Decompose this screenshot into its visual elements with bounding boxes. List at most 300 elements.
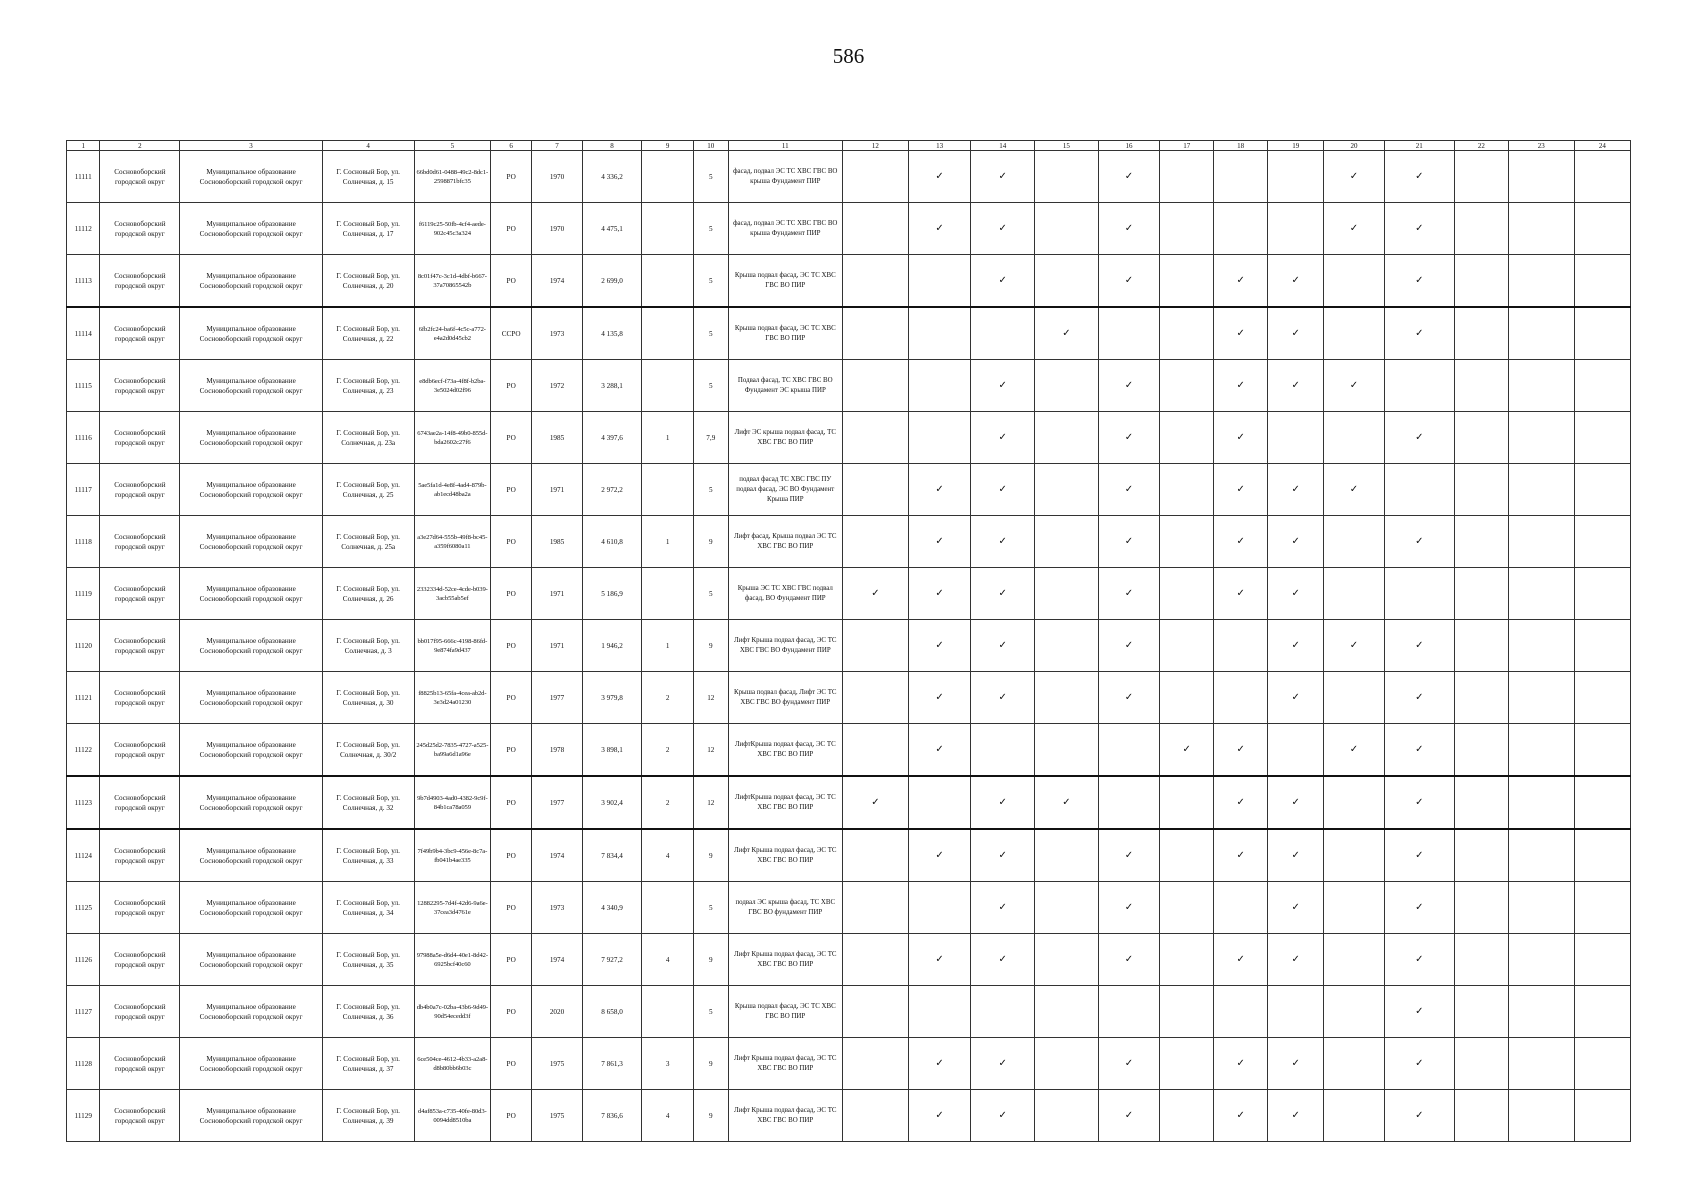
guid-cell: 9b7d4903-4ad0-4382-9c9f-84b1ca78a059 <box>414 776 491 829</box>
district-cell: Сосновоборский городской округ <box>100 151 180 203</box>
check-mark-icon: ✓ <box>1324 724 1384 777</box>
area-cell: 3 979,8 <box>582 672 641 724</box>
table-row <box>67 829 1631 882</box>
municipality-cell: Муниципальное образование Сосновоборский городской округ <box>180 412 322 464</box>
empty-cell <box>1454 568 1508 620</box>
row-id-cell: 11113 <box>67 255 100 308</box>
check-mark-icon: ✓ <box>971 1038 1035 1090</box>
guid-cell: 66bd0d61-0488-49c2-8dc1-2598871bfc35 <box>414 151 491 203</box>
lift-count-cell <box>642 568 694 620</box>
empty-cell <box>1508 934 1574 986</box>
check-mark-icon: ✓ <box>908 672 971 724</box>
check-mark-icon: ✓ <box>1384 882 1454 934</box>
area-cell: 4 475,1 <box>582 203 641 255</box>
check-mark-icon: ✓ <box>908 724 971 777</box>
empty-cell <box>1574 203 1630 255</box>
empty-cell <box>1160 307 1214 360</box>
row-id-cell: 11124 <box>67 829 100 882</box>
empty-cell <box>1098 724 1160 777</box>
empty-cell <box>1508 307 1574 360</box>
year-built-cell: 1970 <box>532 151 583 203</box>
column-number: 1 <box>67 141 100 151</box>
area-cell: 4 336,2 <box>582 151 641 203</box>
empty-cell <box>1324 934 1384 986</box>
check-mark-icon: ✓ <box>1384 151 1454 203</box>
check-mark-icon: ✓ <box>1214 829 1268 882</box>
row-id-cell: 11112 <box>67 203 100 255</box>
page-number: 586 <box>832 44 865 68</box>
check-mark-icon: ✓ <box>1098 568 1160 620</box>
row-id-cell: 11115 <box>67 360 100 412</box>
check-mark-icon: ✓ <box>1098 1090 1160 1142</box>
works-list-cell: Крыша подвал фасад, ЭС ТС ХВС ГВС ВО ПИР <box>728 307 842 360</box>
management-method-cell: РО <box>491 203 532 255</box>
check-mark-icon: ✓ <box>1214 255 1268 308</box>
district-cell: Сосновоборский городской округ <box>100 464 180 516</box>
district-cell: Сосновоборский городской округ <box>100 620 180 672</box>
column-number: 16 <box>1098 141 1160 151</box>
column-number: 11 <box>728 141 842 151</box>
column-number: 22 <box>1454 141 1508 151</box>
check-mark-icon: ✓ <box>1384 412 1454 464</box>
guid-cell: bb017f95-666c-4198-86fd-9e874fa9d437 <box>414 620 491 672</box>
municipality-cell: Муниципальное образование Сосновоборский городской округ <box>180 724 322 777</box>
lift-count-cell <box>642 882 694 934</box>
year-built-cell: 1977 <box>532 672 583 724</box>
address-cell: Г. Сосновый Бор, ул. Солнечная, д. 20 <box>322 255 414 308</box>
empty-cell <box>1268 412 1324 464</box>
district-cell: Сосновоборский городской округ <box>100 934 180 986</box>
empty-cell <box>1574 568 1630 620</box>
row-id-cell: 11120 <box>67 620 100 672</box>
works-list-cell: Лифт Крыша подвал фасад, ЭС ТС ХВС ГВС ВО ПИР <box>728 829 842 882</box>
area-cell: 2 972,2 <box>582 464 641 516</box>
check-mark-icon: ✓ <box>1160 724 1214 777</box>
empty-cell <box>1268 724 1324 777</box>
column-number: 2 <box>100 141 180 151</box>
empty-cell <box>1160 672 1214 724</box>
empty-cell <box>908 776 971 829</box>
row-id-cell: 11122 <box>67 724 100 777</box>
works-list-cell: фасад, подвал ЭС ТС ХВС ГВС ВО крыша Фундамент ПИР <box>728 151 842 203</box>
district-cell: Сосновоборский городской округ <box>100 307 180 360</box>
check-mark-icon: ✓ <box>908 1090 971 1142</box>
district-cell: Сосновоборский городской округ <box>100 1090 180 1142</box>
column-number: 23 <box>1508 141 1574 151</box>
empty-cell <box>1454 203 1508 255</box>
empty-cell <box>1160 516 1214 568</box>
check-mark-icon: ✓ <box>1384 672 1454 724</box>
floors-cell: 5 <box>694 464 729 516</box>
table-row <box>67 1090 1631 1142</box>
table-row <box>67 672 1631 724</box>
column-number: 17 <box>1160 141 1214 151</box>
check-mark-icon: ✓ <box>1384 829 1454 882</box>
empty-cell <box>1214 986 1268 1038</box>
empty-cell <box>1035 1090 1099 1142</box>
management-method-cell: РО <box>491 776 532 829</box>
table-row <box>67 1038 1631 1090</box>
check-mark-icon: ✓ <box>1214 516 1268 568</box>
address-cell: Г. Сосновый Бор, ул. Солнечная, д. 15 <box>322 151 414 203</box>
district-cell: Сосновоборский городской округ <box>100 776 180 829</box>
empty-cell <box>842 1038 908 1090</box>
works-list-cell: фасад, подвал ЭС ТС ХВС ГВС ВО крыша Фундамент ПИР <box>728 203 842 255</box>
empty-cell <box>1035 255 1099 308</box>
empty-cell <box>1454 934 1508 986</box>
lift-count-cell: 4 <box>642 829 694 882</box>
row-id-cell: 11128 <box>67 1038 100 1090</box>
address-cell: Г. Сосновый Бор, ул. Солнечная, д. 35 <box>322 934 414 986</box>
empty-cell <box>1035 620 1099 672</box>
check-mark-icon: ✓ <box>1098 672 1160 724</box>
empty-cell <box>1454 776 1508 829</box>
district-cell: Сосновоборский городской округ <box>100 829 180 882</box>
year-built-cell: 1970 <box>532 203 583 255</box>
municipality-cell: Муниципальное образование Сосновоборский городской округ <box>180 360 322 412</box>
check-mark-icon: ✓ <box>971 829 1035 882</box>
empty-cell <box>1454 620 1508 672</box>
floors-cell: 9 <box>694 516 729 568</box>
year-built-cell: 1972 <box>532 360 583 412</box>
check-mark-icon: ✓ <box>971 255 1035 308</box>
empty-cell <box>1160 255 1214 308</box>
empty-cell <box>1454 882 1508 934</box>
guid-cell: d4af853a-c735-40fe-80d3-0094dd8510ba <box>414 1090 491 1142</box>
works-list-cell: ЛифтКрыша подвал фасад, ЭС ТС ХВС ГВС ВО ПИР <box>728 724 842 777</box>
address-cell: Г. Сосновый Бор, ул. Солнечная, д. 17 <box>322 203 414 255</box>
check-mark-icon: ✓ <box>842 568 908 620</box>
check-mark-icon: ✓ <box>971 360 1035 412</box>
check-mark-icon: ✓ <box>1268 516 1324 568</box>
empty-cell <box>1508 255 1574 308</box>
column-number: 15 <box>1035 141 1099 151</box>
empty-cell <box>971 986 1035 1038</box>
empty-cell <box>1324 829 1384 882</box>
district-cell: Сосновоборский городской округ <box>100 360 180 412</box>
empty-cell <box>1454 672 1508 724</box>
empty-cell <box>1214 882 1268 934</box>
empty-cell <box>1160 412 1214 464</box>
column-number: 8 <box>582 141 641 151</box>
guid-cell: 12882295-7d4f-42d6-9a6e-37cea3d4761e <box>414 882 491 934</box>
empty-cell <box>1268 203 1324 255</box>
empty-cell <box>842 255 908 308</box>
row-id-cell: 11116 <box>67 412 100 464</box>
lift-count-cell: 4 <box>642 934 694 986</box>
management-method-cell: РО <box>491 516 532 568</box>
area-cell: 3 898,1 <box>582 724 641 777</box>
area-cell: 5 186,9 <box>582 568 641 620</box>
empty-cell <box>1508 516 1574 568</box>
empty-cell <box>1160 882 1214 934</box>
floors-cell: 5 <box>694 986 729 1038</box>
empty-cell <box>1098 307 1160 360</box>
empty-cell <box>1574 1090 1630 1142</box>
check-mark-icon: ✓ <box>1035 307 1099 360</box>
empty-cell <box>1035 986 1099 1038</box>
empty-cell <box>1160 620 1214 672</box>
area-cell: 4 397,6 <box>582 412 641 464</box>
empty-cell <box>1508 882 1574 934</box>
address-cell: Г. Сосновый Бор, ул. Солнечная, д. 30 <box>322 672 414 724</box>
check-mark-icon: ✓ <box>1098 829 1160 882</box>
district-cell: Сосновоборский городской округ <box>100 255 180 308</box>
address-cell: Г. Сосновый Бор, ул. Солнечная, д. 25 <box>322 464 414 516</box>
check-mark-icon: ✓ <box>908 620 971 672</box>
empty-cell <box>1454 986 1508 1038</box>
area-cell: 3 288,1 <box>582 360 641 412</box>
address-cell: Г. Сосновый Бор, ул. Солнечная, д. 37 <box>322 1038 414 1090</box>
check-mark-icon: ✓ <box>1214 412 1268 464</box>
area-cell: 2 699,0 <box>582 255 641 308</box>
empty-cell <box>1324 255 1384 308</box>
lift-count-cell <box>642 255 694 308</box>
floors-cell: 9 <box>694 1090 729 1142</box>
municipality-cell: Муниципальное образование Сосновоборский городской округ <box>180 620 322 672</box>
empty-cell <box>1574 307 1630 360</box>
empty-cell <box>1508 829 1574 882</box>
lift-count-cell: 1 <box>642 412 694 464</box>
empty-cell <box>1035 360 1099 412</box>
check-mark-icon: ✓ <box>1268 934 1324 986</box>
empty-cell <box>1324 568 1384 620</box>
empty-cell <box>1268 151 1324 203</box>
district-cell: Сосновоборский городской округ <box>100 724 180 777</box>
empty-cell <box>1508 568 1574 620</box>
empty-cell <box>1324 1090 1384 1142</box>
check-mark-icon: ✓ <box>1384 724 1454 777</box>
empty-cell <box>1508 360 1574 412</box>
management-method-cell: РО <box>491 882 532 934</box>
address-cell: Г. Сосновый Бор, ул. Солнечная, д. 25а <box>322 516 414 568</box>
check-mark-icon: ✓ <box>908 934 971 986</box>
column-number: 21 <box>1384 141 1454 151</box>
table-row <box>67 724 1631 777</box>
empty-cell <box>842 412 908 464</box>
row-id-cell: 11117 <box>67 464 100 516</box>
guid-cell: 6ce504ce-4612-4b33-a2a8-d8b80bb6b03c <box>414 1038 491 1090</box>
column-number: 10 <box>694 141 729 151</box>
management-method-cell: РО <box>491 1038 532 1090</box>
empty-cell <box>1574 724 1630 777</box>
address-cell: Г. Сосновый Бор, ул. Солнечная, д. 23а <box>322 412 414 464</box>
guid-cell: f6119c25-50fb-4cf4-aede-902c45c3a324 <box>414 203 491 255</box>
empty-cell <box>1574 829 1630 882</box>
empty-cell <box>1160 568 1214 620</box>
check-mark-icon: ✓ <box>1268 255 1324 308</box>
empty-cell <box>1160 1090 1214 1142</box>
area-cell: 3 902,4 <box>582 776 641 829</box>
check-mark-icon: ✓ <box>842 776 908 829</box>
table-row <box>67 776 1631 829</box>
guid-cell: 6fb2fc24-ba6f-4c5c-a772-e4a2d0d45cb2 <box>414 307 491 360</box>
guid-cell: 97988a5e-d6d4-40e1-8d42-6925bcf40c60 <box>414 934 491 986</box>
empty-cell <box>1454 412 1508 464</box>
check-mark-icon: ✓ <box>1268 882 1324 934</box>
empty-cell <box>1574 464 1630 516</box>
check-mark-icon: ✓ <box>908 203 971 255</box>
empty-cell <box>842 307 908 360</box>
empty-cell <box>1454 1038 1508 1090</box>
check-mark-icon: ✓ <box>1324 360 1384 412</box>
empty-cell <box>1454 255 1508 308</box>
address-cell: Г. Сосновый Бор, ул. Солнечная, д. 26 <box>322 568 414 620</box>
empty-cell <box>842 934 908 986</box>
empty-cell <box>1384 568 1454 620</box>
table-row <box>67 360 1631 412</box>
check-mark-icon: ✓ <box>1324 620 1384 672</box>
empty-cell <box>1160 360 1214 412</box>
empty-cell <box>1035 724 1099 777</box>
empty-cell <box>842 986 908 1038</box>
district-cell: Сосновоборский городской округ <box>100 672 180 724</box>
check-mark-icon: ✓ <box>1214 307 1268 360</box>
table-row <box>67 986 1631 1038</box>
district-cell: Сосновоборский городской округ <box>100 568 180 620</box>
row-id-cell: 11114 <box>67 307 100 360</box>
empty-cell <box>1574 882 1630 934</box>
empty-cell <box>1454 516 1508 568</box>
management-method-cell: РО <box>491 360 532 412</box>
check-mark-icon: ✓ <box>1268 464 1324 516</box>
table-row <box>67 203 1631 255</box>
address-cell: Г. Сосновый Бор, ул. Солнечная, д. 30/2 <box>322 724 414 777</box>
works-list-cell: Лифт Крыша подвал фасад, ЭС ТС ХВС ГВС ВО ПИР <box>728 1038 842 1090</box>
lift-count-cell: 2 <box>642 724 694 777</box>
check-mark-icon: ✓ <box>1268 776 1324 829</box>
column-number: 9 <box>642 141 694 151</box>
empty-cell <box>1324 986 1384 1038</box>
municipality-cell: Муниципальное образование Сосновоборский городской округ <box>180 776 322 829</box>
empty-cell <box>971 724 1035 777</box>
check-mark-icon: ✓ <box>1214 568 1268 620</box>
empty-cell <box>1160 203 1214 255</box>
lift-count-cell: 3 <box>642 1038 694 1090</box>
municipality-cell: Муниципальное образование Сосновоборский городской округ <box>180 464 322 516</box>
management-method-cell: РО <box>491 255 532 308</box>
works-list-cell: Лифт Крыша подвал фасад, ЭС ТС ХВС ГВС ВО Фундамент ПИР <box>728 620 842 672</box>
check-mark-icon: ✓ <box>1384 620 1454 672</box>
check-mark-icon: ✓ <box>1384 255 1454 308</box>
lift-count-cell: 1 <box>642 516 694 568</box>
row-id-cell: 11119 <box>67 568 100 620</box>
empty-cell <box>1454 151 1508 203</box>
address-cell: Г. Сосновый Бор, ул. Солнечная, д. 32 <box>322 776 414 829</box>
empty-cell <box>1574 151 1630 203</box>
management-method-cell: РО <box>491 724 532 777</box>
municipality-cell: Муниципальное образование Сосновоборский городской округ <box>180 516 322 568</box>
empty-cell <box>1160 934 1214 986</box>
guid-cell: 245d25d2-7835-4727-a525-ba99a6d1a96e <box>414 724 491 777</box>
empty-cell <box>1574 986 1630 1038</box>
floors-cell: 9 <box>694 620 729 672</box>
district-cell: Сосновоборский городской округ <box>100 203 180 255</box>
year-built-cell: 1973 <box>532 307 583 360</box>
address-cell: Г. Сосновый Бор, ул. Солнечная, д. 3 <box>322 620 414 672</box>
municipality-cell: Муниципальное образование Сосновоборский городской округ <box>180 1038 322 1090</box>
empty-cell <box>1574 360 1630 412</box>
empty-cell <box>842 360 908 412</box>
works-list-cell: Крыша подвал фасад, ЭС ТС ХВС ГВС ВО ПИР <box>728 255 842 308</box>
lift-count-cell <box>642 464 694 516</box>
check-mark-icon: ✓ <box>1384 203 1454 255</box>
lift-count-cell <box>642 986 694 1038</box>
guid-cell: a3e27d64-555b-49f8-bc45-a359f6080a11 <box>414 516 491 568</box>
empty-cell <box>1508 1038 1574 1090</box>
guid-cell: 6743ae2a-14f8-49b0-855d-bda2602c27f6 <box>414 412 491 464</box>
check-mark-icon: ✓ <box>1384 986 1454 1038</box>
year-built-cell: 2020 <box>532 986 583 1038</box>
check-mark-icon: ✓ <box>971 620 1035 672</box>
empty-cell <box>1035 464 1099 516</box>
check-mark-icon: ✓ <box>1324 151 1384 203</box>
empty-cell <box>1454 1090 1508 1142</box>
lift-count-cell: 4 <box>642 1090 694 1142</box>
floors-cell: 5 <box>694 568 729 620</box>
row-id-cell: 11129 <box>67 1090 100 1142</box>
row-id-cell: 11118 <box>67 516 100 568</box>
check-mark-icon: ✓ <box>1268 829 1324 882</box>
table-row <box>67 255 1631 308</box>
floors-cell: 12 <box>694 724 729 777</box>
check-mark-icon: ✓ <box>1098 934 1160 986</box>
empty-cell <box>1574 255 1630 308</box>
check-mark-icon: ✓ <box>908 568 971 620</box>
empty-cell <box>908 360 971 412</box>
empty-cell <box>842 620 908 672</box>
empty-cell <box>1160 464 1214 516</box>
column-number: 12 <box>842 141 908 151</box>
row-id-cell: 11125 <box>67 882 100 934</box>
year-built-cell: 1971 <box>532 464 583 516</box>
area-cell: 7 861,3 <box>582 1038 641 1090</box>
management-method-cell: РО <box>491 986 532 1038</box>
empty-cell <box>1160 151 1214 203</box>
floors-cell: 12 <box>694 672 729 724</box>
floors-cell: 5 <box>694 255 729 308</box>
check-mark-icon: ✓ <box>1268 360 1324 412</box>
table-row <box>67 568 1631 620</box>
management-method-cell: РО <box>491 829 532 882</box>
floors-cell: 5 <box>694 360 729 412</box>
address-cell: Г. Сосновый Бор, ул. Солнечная, д. 22 <box>322 307 414 360</box>
empty-cell <box>1574 516 1630 568</box>
empty-cell <box>1574 776 1630 829</box>
guid-cell: 2332334d-52ce-4cde-b039-3acb55ab5ef <box>414 568 491 620</box>
empty-cell <box>1384 360 1454 412</box>
municipality-cell: Муниципальное образование Сосновоборский городской округ <box>180 986 322 1038</box>
column-number: 24 <box>1574 141 1630 151</box>
year-built-cell: 1985 <box>532 516 583 568</box>
empty-cell <box>1098 986 1160 1038</box>
column-number: 4 <box>322 141 414 151</box>
empty-cell <box>842 672 908 724</box>
empty-cell <box>1035 568 1099 620</box>
check-mark-icon: ✓ <box>908 1038 971 1090</box>
empty-cell <box>1160 986 1214 1038</box>
check-mark-icon: ✓ <box>971 776 1035 829</box>
empty-cell <box>1035 882 1099 934</box>
empty-cell <box>1324 516 1384 568</box>
empty-cell <box>1574 412 1630 464</box>
empty-cell <box>842 1090 908 1142</box>
works-list-cell: подвал ЭС крыша фасад, ТС ХВС ГВС ВО фундамент ПИР <box>728 882 842 934</box>
check-mark-icon: ✓ <box>1098 151 1160 203</box>
address-cell: Г. Сосновый Бор, ул. Солнечная, д. 23 <box>322 360 414 412</box>
check-mark-icon: ✓ <box>971 516 1035 568</box>
column-number: 6 <box>491 141 532 151</box>
